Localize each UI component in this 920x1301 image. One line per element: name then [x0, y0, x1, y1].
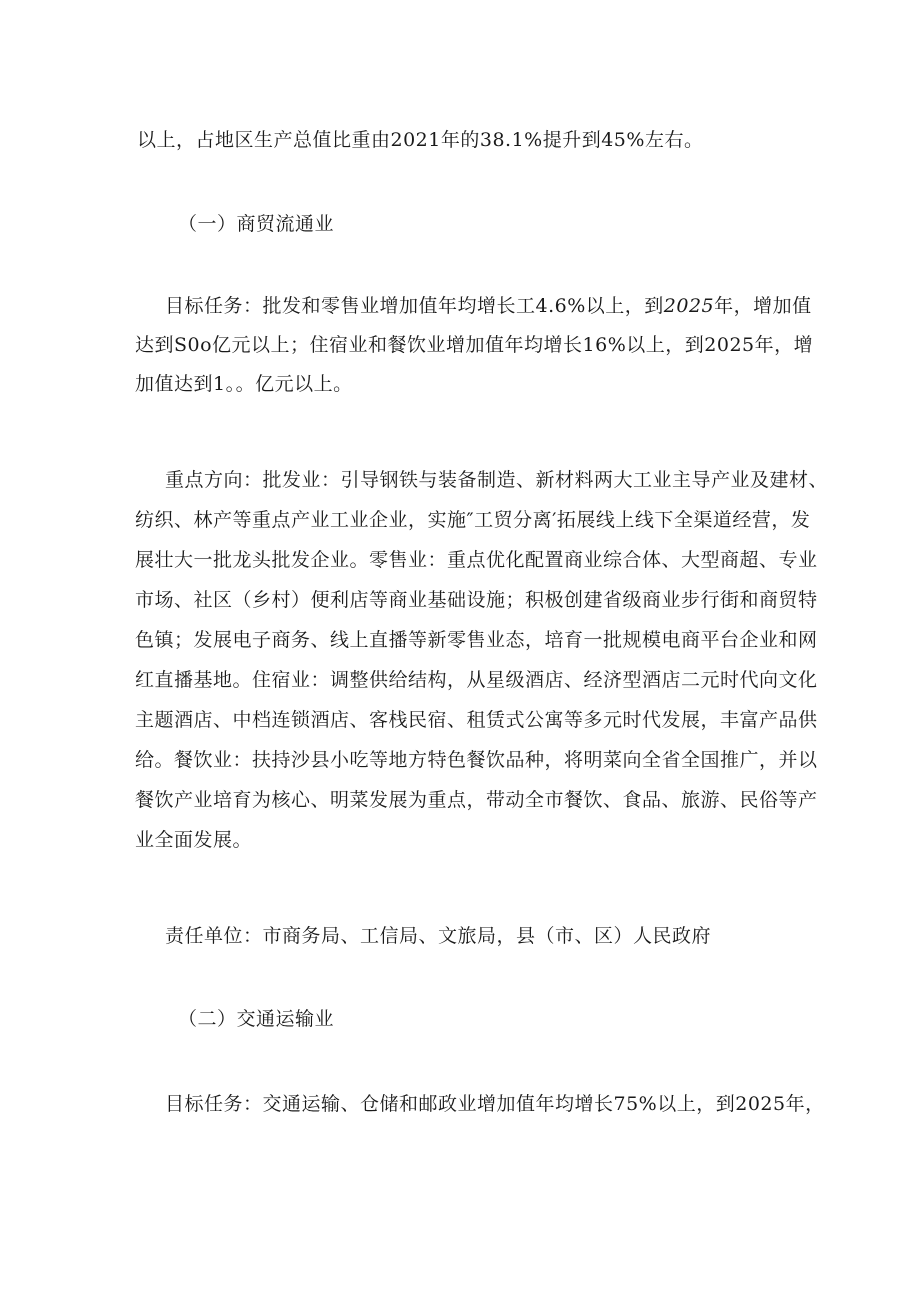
target-line-2: 达到S0o亿元以上；住宿业和餐饮业增加值年均增长16%以上，到2025年，增	[135, 334, 814, 356]
focus-line: 主题酒店、中档连锁酒店、客栈民宿、租赁式公寓等多元时代发展，丰富产品供	[135, 709, 818, 731]
section-heading-1: （一）商贸流通业	[178, 213, 335, 235]
target-line-3: 加值达到1。。亿元以上。	[135, 373, 353, 395]
focus-line: 纺织、林产等重点产业工业企业，实施″工贸分离′拓展线上线下全渠道经营，发	[135, 509, 811, 531]
focus-line: 展壮大一批龙头批发企业。零售业：重点优化配置商业综合体、大型商超、专业	[135, 549, 818, 571]
focus-line: 色镇；发展电子商务、线上直播等新零售业态，培育一批规模电商平台企业和网	[135, 629, 818, 651]
paragraph-line: 以上，占地区生产总值比重由2021年的38.1%提升到45%左右。	[137, 129, 704, 151]
focus-line: 红直播基地。住宿业：调整供给结构，从星级酒店、经济型酒店二元时代向文化	[135, 669, 818, 691]
target-line-1	[165, 294, 812, 318]
focus-line: 餐饮产业培育为核心、明菜发展为重点，带动全市餐饮、食品、旅游、民俗等产	[135, 789, 818, 811]
focus-line: 重点方向：批发业：引导钢铁与装备制造、新材料两大工业主导产业及建材、	[165, 469, 829, 491]
target-year: 2025	[663, 295, 715, 317]
focus-line: 业全面发展。	[135, 829, 253, 851]
responsible-units: 责任单位：市商务局、工信局、文旅局，县（市、区）人民政府	[165, 925, 712, 947]
target-text-b: 年，增加值	[714, 295, 812, 317]
section-heading-2: （二）交通运输业	[178, 1008, 335, 1030]
focus-line: 给。餐饮业：扶持沙县小吃等地方特色餐饮品种，将明菜向全省全国推广，并以	[135, 749, 818, 771]
target-line-4: 目标任务：交通运输、仓储和邮政业增加值年均增长75%以上，到2025年，	[165, 1093, 825, 1115]
focus-line: 市场、社区（乡村）便利店等商业基础设施；积极创建省级商业步行街和商贸特	[135, 589, 818, 611]
target-text-a: 目标任务：批发和零售业增加值年均增长工4.6%以上，到	[165, 295, 664, 317]
